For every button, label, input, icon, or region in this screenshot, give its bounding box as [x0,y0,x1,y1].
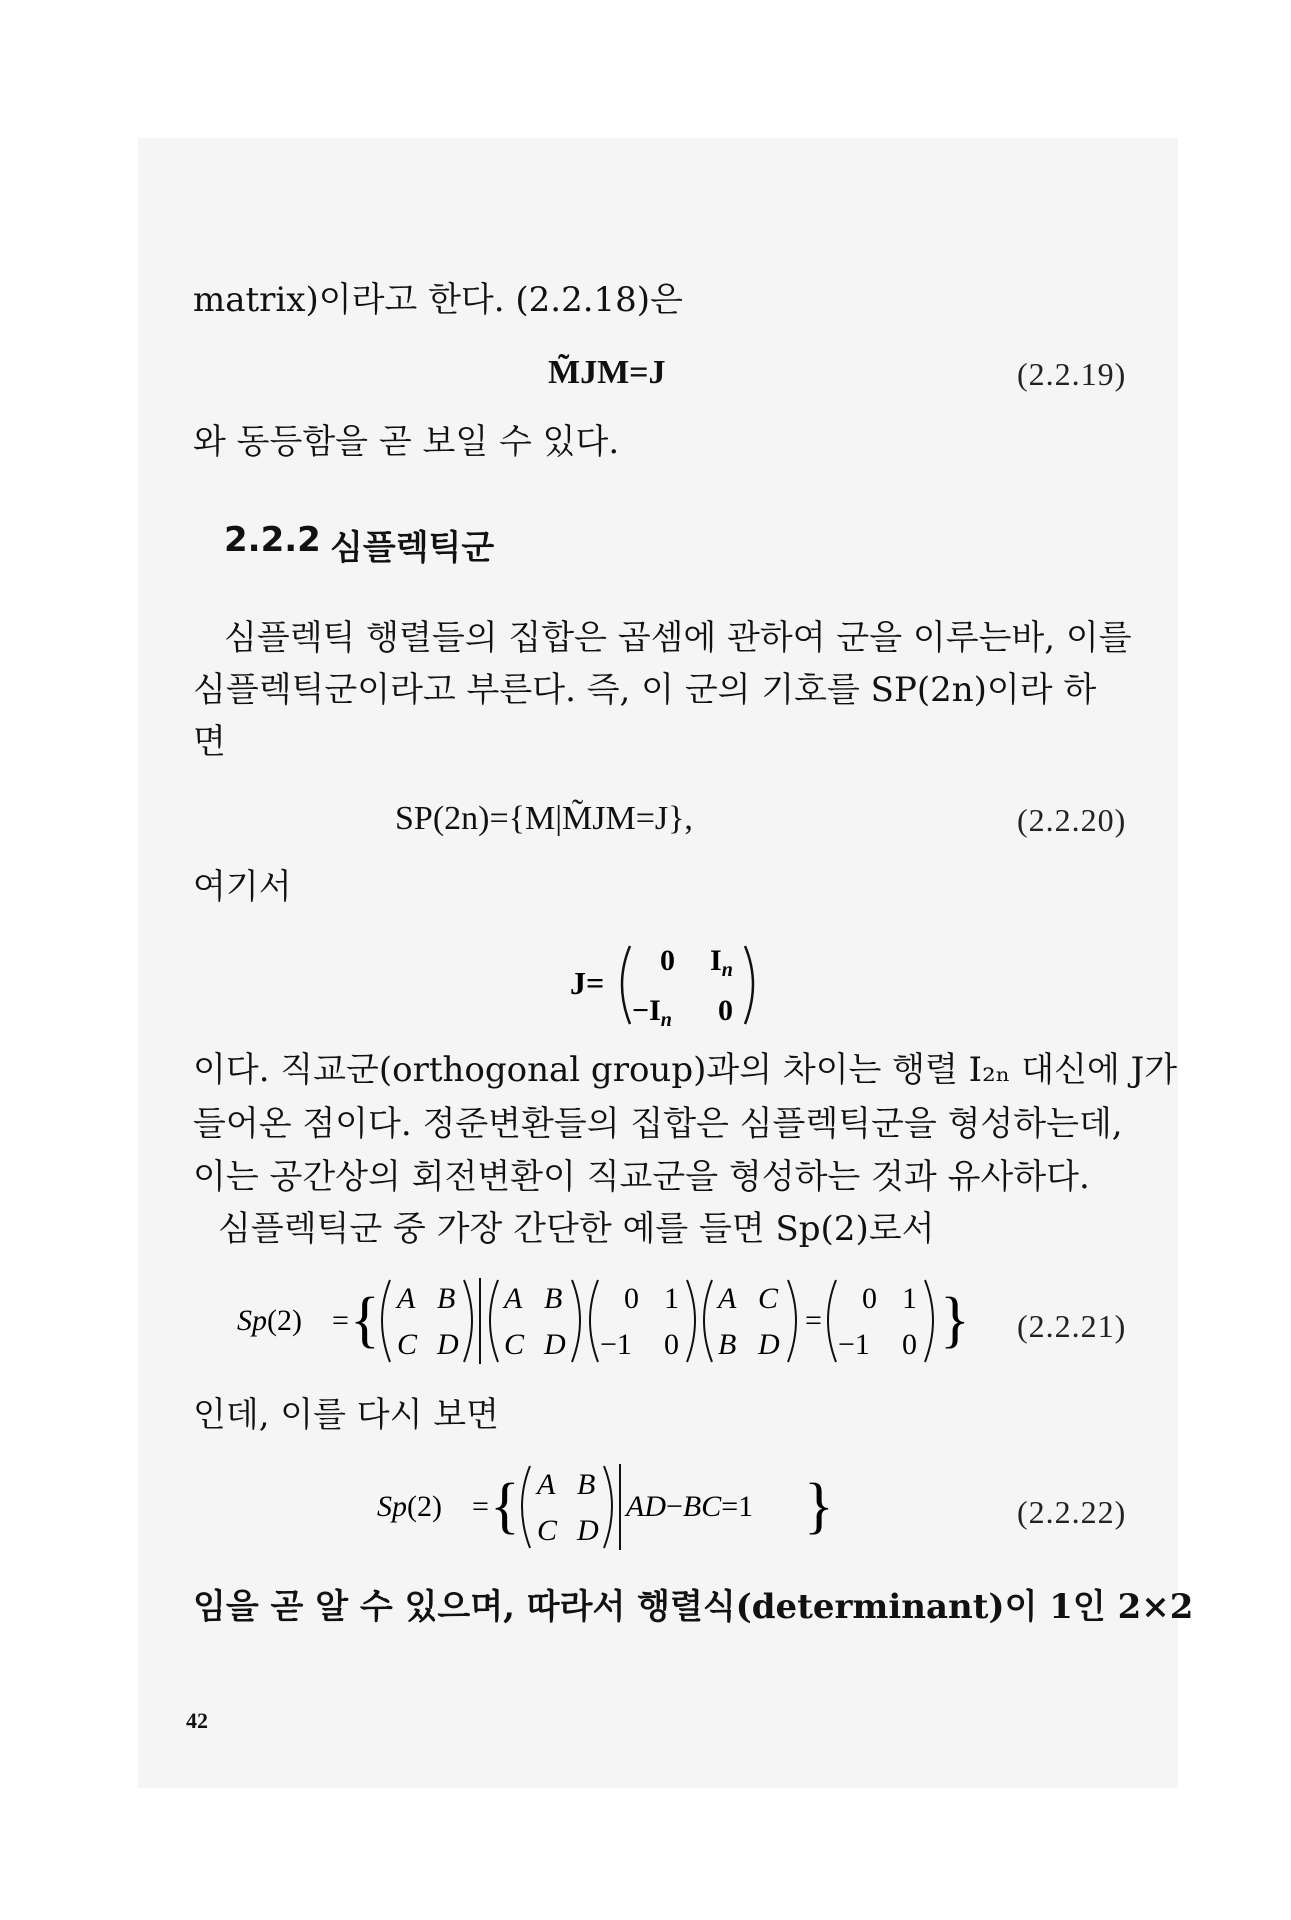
svg-text:=: = [472,1490,489,1523]
svg-text:A: A [397,1282,416,1315]
equation-2-2-19: M̃JM=J [548,354,666,391]
equation-2-2-22 [372,1448,842,1568]
svg-text:C: C [758,1282,779,1315]
paragraph-line: 심플렉틱 행렬들의 집합은 곱셈에 관하여 군을 이루는바, 이를 [224,618,1132,658]
svg-text:C: C [397,1328,418,1361]
paragraph-line: 면 [193,722,226,762]
svg-text:{: { [490,1472,520,1540]
svg-text:0: 0 [660,944,675,977]
paragraph-line: 심플렉틱군 중 가장 간단한 예를 들면 Sp(2)로서 [218,1209,935,1249]
paragraph-line: 심플렉틱군이라고 부른다. 즉, 이 군의 기호를 SP(2n)이라 하 [193,670,1097,710]
equation-number: (2.2.22) [1017,1494,1127,1530]
paragraph-line: matrix)이라고 한다. (2.2.18)은 [193,280,683,320]
svg-text:0: 0 [664,1328,679,1361]
svg-text:J=: J= [570,965,605,1001]
svg-text:B: B [577,1468,596,1501]
svg-text:−In: $-I_n$ [632,994,672,1031]
svg-text:=: = [332,1304,349,1337]
svg-text:−1: −1 [600,1328,632,1361]
paragraph-line: 임을 곧 알 수 있으며, 따라서 행렬식(determinant)이 1인 2×2 [193,1587,1194,1627]
svg-text:A: A [504,1282,523,1315]
svg-text:Sp(2): Sp(2) [237,1304,302,1337]
svg-text:D: D [544,1328,566,1361]
svg-text:B: B [437,1282,456,1315]
svg-text:D: D [577,1514,599,1547]
svg-text:{: { [350,1286,380,1354]
paragraph-line: 이는 공간상의 회전변환이 직교군을 형성하는 것과 유사하다. [193,1157,1090,1197]
paragraph-line: 인데, 이를 다시 보면 [193,1395,499,1435]
svg-text:In: $I_n$ [710,944,733,981]
svg-text:C: C [504,1328,525,1361]
svg-text:}: } [804,1472,834,1540]
svg-text:1: 1 [902,1282,917,1315]
svg-text:}: } [940,1286,970,1354]
svg-text:0: 0 [862,1282,877,1315]
svg-text:0: 0 [902,1328,917,1361]
svg-text:B: B [544,1282,563,1315]
svg-text:B: B [718,1328,737,1361]
equation-2-2-20: SP(2n)={M|M̃JM=J}, [395,800,693,837]
svg-text:Sp(2): Sp(2) [377,1490,442,1523]
page-number: 42 [186,1708,208,1733]
equation-number: (2.2.19) [1017,356,1127,392]
equation-2-2-21 [232,1262,992,1382]
paragraph-line: 여기서 [193,867,292,907]
equation-J-matrix [560,928,790,1038]
paragraph-line: 들어온 점이다. 정준변환들의 집합은 심플렉틱군을 형성하는데, [193,1104,1123,1144]
svg-text:D: D [758,1328,780,1361]
svg-text:D: D [437,1328,459,1361]
svg-text:−1: −1 [838,1328,870,1361]
svg-text:0: 0 [624,1282,639,1315]
paragraph-line: 이다. 직교군(orthogonal group)과의 차이는 행렬 I₂ₙ 대신에 J가 [193,1050,1178,1090]
paragraph-line: 와 동등함을 곧 보일 수 있다. [193,422,620,462]
svg-text:1: 1 [664,1282,679,1315]
equation-number: (2.2.20) [1017,802,1127,838]
svg-text:AD−BC=1: AD−BC=1 [626,1490,754,1523]
svg-text:=: = [805,1304,822,1337]
section-title: 심플렉틱군 [330,528,495,568]
section-number: 2.2.2 [224,520,321,560]
svg-text:A: A [537,1468,556,1501]
svg-text:A: A [718,1282,737,1315]
equation-number: (2.2.21) [1017,1308,1127,1344]
svg-text:C: C [537,1514,558,1547]
svg-text:0: 0 [718,994,733,1027]
